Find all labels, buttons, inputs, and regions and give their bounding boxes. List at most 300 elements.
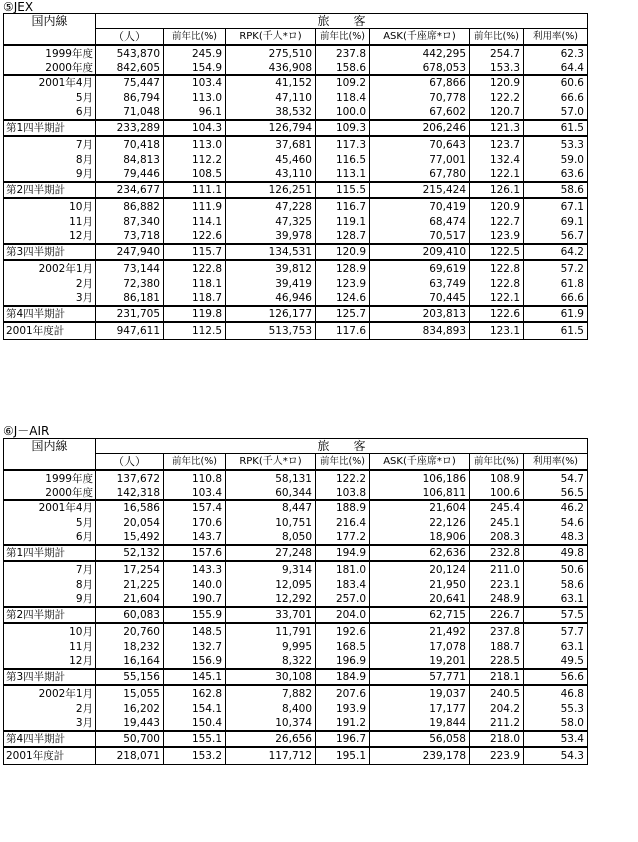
table-cell: 124.6 <box>316 291 370 306</box>
table-cell: 60,344 <box>226 487 316 500</box>
subtotal-label: 第2四半期計 <box>4 182 96 198</box>
table-row <box>4 136 588 153</box>
table-cell: 118.1 <box>164 277 226 291</box>
table-cell: 116.7 <box>316 198 370 215</box>
row-label: 2000年度 <box>4 62 96 75</box>
table-row <box>4 229 588 244</box>
table-cell: 33,701 <box>226 607 316 623</box>
row-label: 5月 <box>4 516 96 530</box>
table-cell: 21,950 <box>370 578 470 592</box>
table-cell: 100.0 <box>316 105 370 120</box>
table-cell: 194.9 <box>316 545 370 561</box>
table-cell: 678,053 <box>370 62 470 75</box>
table-cell: 58.6 <box>524 182 588 198</box>
table-cell: 123.9 <box>316 277 370 291</box>
row-label: 10月 <box>4 198 96 215</box>
table-cell: 208.3 <box>470 530 524 545</box>
table-cell: 112.5 <box>164 322 226 340</box>
row-label: 7月 <box>4 561 96 578</box>
row-label: 10月 <box>4 623 96 640</box>
table-cell: 86,882 <box>96 198 164 215</box>
table-cell: 54.3 <box>524 747 588 765</box>
table-cell: 12,095 <box>226 578 316 592</box>
table-cell: 64.4 <box>524 62 588 75</box>
table-row <box>4 500 588 516</box>
table-row <box>4 702 588 716</box>
table-cell: 211.2 <box>470 716 524 731</box>
table-cell: 143.3 <box>164 561 226 578</box>
table-cell: 86,181 <box>96 291 164 306</box>
column-header: 前年比(%) <box>164 454 226 471</box>
table-row <box>4 62 588 75</box>
section-title-jex: ⑤JEX <box>3 0 34 14</box>
table-cell: 234,677 <box>96 182 164 198</box>
table-cell: 58,131 <box>226 470 316 487</box>
table-cell: 120.7 <box>470 105 524 120</box>
table-cell: 125.7 <box>316 306 370 322</box>
column-header: 前年比(%) <box>164 29 226 46</box>
jex-table <box>3 13 588 340</box>
table-cell: 52,132 <box>96 545 164 561</box>
subtotal-label: 2001年度計 <box>4 322 96 340</box>
table-cell: 68,474 <box>370 215 470 229</box>
table-cell: 49.5 <box>524 654 588 669</box>
table-cell: 58.0 <box>524 716 588 731</box>
table-row <box>4 75 588 91</box>
table-cell: 55,156 <box>96 669 164 685</box>
table-cell: 61.5 <box>524 322 588 340</box>
table-cell: 63.1 <box>524 592 588 607</box>
table-cell: 19,037 <box>370 685 470 702</box>
table-cell: 67,780 <box>370 167 470 182</box>
table-cell: 15,492 <box>96 530 164 545</box>
table-cell: 184.9 <box>316 669 370 685</box>
jair-table <box>3 438 588 765</box>
table-cell: 137,672 <box>96 470 164 487</box>
table-cell: 50,700 <box>96 731 164 747</box>
table-cell: 226.7 <box>470 607 524 623</box>
table-cell: 70,419 <box>370 198 470 215</box>
table-cell: 103.4 <box>164 487 226 500</box>
table-cell: 196.9 <box>316 654 370 669</box>
table-cell: 128.9 <box>316 260 370 277</box>
row-label: 12月 <box>4 229 96 244</box>
table-cell: 7,882 <box>226 685 316 702</box>
column-header: RPK(千人*ロ) <box>226 454 316 471</box>
table-row <box>4 45 588 62</box>
table-cell: 162.8 <box>164 685 226 702</box>
table-row <box>4 244 588 260</box>
table-cell: 73,144 <box>96 260 164 277</box>
table-row <box>4 545 588 561</box>
row-label: 2000年度 <box>4 487 96 500</box>
row-label: 2002年1月 <box>4 260 96 277</box>
table-cell: 8,400 <box>226 702 316 716</box>
table-cell: 442,295 <box>370 45 470 62</box>
table-cell: 53.3 <box>524 136 588 153</box>
table-cell: 21,604 <box>370 500 470 516</box>
table-cell: 60.6 <box>524 75 588 91</box>
table-cell: 108.9 <box>470 470 524 487</box>
table-cell: 218,071 <box>96 747 164 765</box>
table-cell: 122.8 <box>164 260 226 277</box>
table-row <box>4 640 588 654</box>
table-cell: 47,228 <box>226 198 316 215</box>
table-cell: 110.8 <box>164 470 226 487</box>
table-cell: 16,202 <box>96 702 164 716</box>
table-cell: 237.8 <box>470 623 524 640</box>
table-cell: 55.3 <box>524 702 588 716</box>
row-label: 1999年度 <box>4 45 96 62</box>
table-cell: 122.2 <box>470 91 524 105</box>
table-cell: 27,248 <box>226 545 316 561</box>
table-cell: 247,940 <box>96 244 164 260</box>
table-cell: 10,374 <box>226 716 316 731</box>
table-cell: 46.8 <box>524 685 588 702</box>
table-cell: 20,760 <box>96 623 164 640</box>
table-cell: 56.5 <box>524 487 588 500</box>
table-cell: 543,870 <box>96 45 164 62</box>
table-cell: 69.1 <box>524 215 588 229</box>
table-cell: 104.3 <box>164 120 226 136</box>
table-cell: 203,813 <box>370 306 470 322</box>
table-cell: 126,177 <box>226 306 316 322</box>
table-cell: 15,055 <box>96 685 164 702</box>
table-cell: 122.6 <box>470 306 524 322</box>
table-cell: 190.7 <box>164 592 226 607</box>
table-cell: 204.2 <box>470 702 524 716</box>
table-cell: 120.9 <box>470 198 524 215</box>
table-row <box>4 487 588 500</box>
table-cell: 183.4 <box>316 578 370 592</box>
table-cell: 70,643 <box>370 136 470 153</box>
table-cell: 21,604 <box>96 592 164 607</box>
table-cell: 245.1 <box>470 516 524 530</box>
table-cell: 157.6 <box>164 545 226 561</box>
table-cell: 218.0 <box>470 731 524 747</box>
table-cell: 39,978 <box>226 229 316 244</box>
table-row <box>4 530 588 545</box>
table-row <box>4 561 588 578</box>
table-cell: 57.7 <box>524 623 588 640</box>
table-cell: 19,201 <box>370 654 470 669</box>
table-cell: 16,586 <box>96 500 164 516</box>
header-corner: 国内線 <box>4 14 96 46</box>
table-row <box>4 215 588 229</box>
column-header: 前年比(%) <box>316 29 370 46</box>
table-cell: 66.6 <box>524 291 588 306</box>
table-cell: 61.5 <box>524 120 588 136</box>
table-cell: 109.2 <box>316 75 370 91</box>
row-label: 6月 <box>4 530 96 545</box>
table-cell: 191.2 <box>316 716 370 731</box>
subtotal-label: 2001年度計 <box>4 747 96 765</box>
table-cell: 17,177 <box>370 702 470 716</box>
table-cell: 106,186 <box>370 470 470 487</box>
table-cell: 8,322 <box>226 654 316 669</box>
table-cell: 120.9 <box>316 244 370 260</box>
table-row <box>4 592 588 607</box>
section-title-jair: ⑥J－AIR <box>3 424 50 438</box>
table-cell: 116.5 <box>316 153 370 167</box>
row-label: 7月 <box>4 136 96 153</box>
table-cell: 38,532 <box>226 105 316 120</box>
table-cell: 122.5 <box>470 244 524 260</box>
table-cell: 122.8 <box>470 277 524 291</box>
table-cell: 254.7 <box>470 45 524 62</box>
table-row <box>4 623 588 640</box>
row-label: 2001年4月 <box>4 500 96 516</box>
table-cell: 114.1 <box>164 215 226 229</box>
table-cell: 20,054 <box>96 516 164 530</box>
row-label: 9月 <box>4 592 96 607</box>
subtotal-label: 第3四半期計 <box>4 244 96 260</box>
row-label: 2月 <box>4 702 96 716</box>
table-row <box>4 516 588 530</box>
subtotal-label: 第1四半期計 <box>4 545 96 561</box>
table-cell: 57.0 <box>524 105 588 120</box>
column-header: ASK(千座席*ロ) <box>370 454 470 471</box>
table-cell: 103.8 <box>316 487 370 500</box>
table-cell: 834,893 <box>370 322 470 340</box>
table-cell: 61.9 <box>524 306 588 322</box>
table-cell: 233,289 <box>96 120 164 136</box>
table-row <box>4 306 588 322</box>
table-cell: 126,794 <box>226 120 316 136</box>
table-cell: 79,446 <box>96 167 164 182</box>
table-cell: 73,718 <box>96 229 164 244</box>
table-row <box>4 167 588 182</box>
table-row <box>4 105 588 120</box>
table-cell: 70,778 <box>370 91 470 105</box>
row-label: 6月 <box>4 105 96 120</box>
subtotal-label: 第4四半期計 <box>4 306 96 322</box>
table-row <box>4 669 588 685</box>
row-label: 5月 <box>4 91 96 105</box>
table-cell: 153.3 <box>470 62 524 75</box>
table-cell: 21,492 <box>370 623 470 640</box>
table-cell: 192.6 <box>316 623 370 640</box>
table-cell: 77,001 <box>370 153 470 167</box>
table-cell: 123.1 <box>470 322 524 340</box>
table-cell: 143.7 <box>164 530 226 545</box>
table-cell: 113.0 <box>164 136 226 153</box>
column-header: 利用率(%) <box>524 29 588 46</box>
table-cell: 275,510 <box>226 45 316 62</box>
table-cell: 177.2 <box>316 530 370 545</box>
table-row <box>4 685 588 702</box>
table-cell: 211.0 <box>470 561 524 578</box>
table-cell: 59.0 <box>524 153 588 167</box>
table-cell: 18,906 <box>370 530 470 545</box>
table-cell: 196.7 <box>316 731 370 747</box>
table-cell: 237.8 <box>316 45 370 62</box>
table-cell: 21,225 <box>96 578 164 592</box>
table-cell: 50.6 <box>524 561 588 578</box>
table-cell: 22,126 <box>370 516 470 530</box>
table-cell: 248.9 <box>470 592 524 607</box>
table-cell: 48.3 <box>524 530 588 545</box>
table-cell: 115.5 <box>316 182 370 198</box>
table-cell: 436,908 <box>226 62 316 75</box>
table-row <box>4 120 588 136</box>
table-cell: 67.1 <box>524 198 588 215</box>
table-cell: 134,531 <box>226 244 316 260</box>
table-cell: 17,078 <box>370 640 470 654</box>
table-row <box>4 198 588 215</box>
table-row <box>4 747 588 765</box>
table-cell: 112.2 <box>164 153 226 167</box>
table-cell: 215,424 <box>370 182 470 198</box>
table-cell: 109.3 <box>316 120 370 136</box>
subtotal-label: 第3四半期計 <box>4 669 96 685</box>
table-cell: 26,656 <box>226 731 316 747</box>
table-cell: 206,246 <box>370 120 470 136</box>
table-cell: 150.4 <box>164 716 226 731</box>
table-cell: 57.2 <box>524 260 588 277</box>
table-cell: 56,058 <box>370 731 470 747</box>
table-cell: 12,292 <box>226 592 316 607</box>
table-cell: 118.7 <box>164 291 226 306</box>
table-cell: 145.1 <box>164 669 226 685</box>
table-cell: 947,611 <box>96 322 164 340</box>
table-cell: 119.8 <box>164 306 226 322</box>
table-cell: 120.9 <box>470 75 524 91</box>
table-cell: 122.8 <box>470 260 524 277</box>
row-label: 3月 <box>4 716 96 731</box>
table-cell: 181.0 <box>316 561 370 578</box>
table-cell: 209,410 <box>370 244 470 260</box>
table-cell: 126,251 <box>226 182 316 198</box>
table-cell: 39,812 <box>226 260 316 277</box>
table-cell: 19,844 <box>370 716 470 731</box>
table-cell: 155.1 <box>164 731 226 747</box>
table-cell: 170.6 <box>164 516 226 530</box>
table-cell: 64.2 <box>524 244 588 260</box>
table-cell: 842,605 <box>96 62 164 75</box>
table-cell: 232.8 <box>470 545 524 561</box>
table-cell: 118.4 <box>316 91 370 105</box>
table-cell: 10,751 <box>226 516 316 530</box>
table-cell: 20,124 <box>370 561 470 578</box>
table-cell: 117.6 <box>316 322 370 340</box>
table-cell: 245.4 <box>470 500 524 516</box>
table-cell: 111.9 <box>164 198 226 215</box>
column-header: 前年比(%) <box>316 454 370 471</box>
table-cell: 16,164 <box>96 654 164 669</box>
table-cell: 216.4 <box>316 516 370 530</box>
table-cell: 111.1 <box>164 182 226 198</box>
table-cell: 19,443 <box>96 716 164 731</box>
table-cell: 158.6 <box>316 62 370 75</box>
table-cell: 122.6 <box>164 229 226 244</box>
row-label: 3月 <box>4 291 96 306</box>
table-cell: 126.1 <box>470 182 524 198</box>
table-cell: 245.9 <box>164 45 226 62</box>
table-row <box>4 277 588 291</box>
table-row <box>4 470 588 487</box>
header-corner: 国内線 <box>4 439 96 471</box>
table-cell: 122.1 <box>470 167 524 182</box>
table-cell: 8,447 <box>226 500 316 516</box>
table-cell: 103.4 <box>164 75 226 91</box>
table-row <box>4 91 588 105</box>
table-cell: 239,178 <box>370 747 470 765</box>
table-cell: 153.2 <box>164 747 226 765</box>
table-cell: 108.5 <box>164 167 226 182</box>
row-label: 8月 <box>4 153 96 167</box>
table-cell: 8,050 <box>226 530 316 545</box>
table-cell: 69,619 <box>370 260 470 277</box>
table-cell: 61.8 <box>524 277 588 291</box>
table-cell: 132.7 <box>164 640 226 654</box>
table-cell: 18,232 <box>96 640 164 654</box>
subtotal-label: 第2四半期計 <box>4 607 96 623</box>
table-cell: 58.6 <box>524 578 588 592</box>
table-cell: 513,753 <box>226 322 316 340</box>
table-cell: 188.9 <box>316 500 370 516</box>
table-cell: 100.6 <box>470 487 524 500</box>
table-cell: 154.9 <box>164 62 226 75</box>
table-cell: 56.7 <box>524 229 588 244</box>
table-cell: 207.6 <box>316 685 370 702</box>
row-label: 2001年4月 <box>4 75 96 91</box>
table-cell: 43,110 <box>226 167 316 182</box>
table-cell: 53.4 <box>524 731 588 747</box>
table-cell: 106,811 <box>370 487 470 500</box>
table-row <box>4 578 588 592</box>
column-header: （人） <box>96 29 164 46</box>
table-cell: 132.4 <box>470 153 524 167</box>
table-cell: 122.7 <box>470 215 524 229</box>
row-label: 2002年1月 <box>4 685 96 702</box>
table-cell: 228.5 <box>470 654 524 669</box>
table-cell: 41,152 <box>226 75 316 91</box>
row-label: 2月 <box>4 277 96 291</box>
table-cell: 57.5 <box>524 607 588 623</box>
table-cell: 257.0 <box>316 592 370 607</box>
table-cell: 157.4 <box>164 500 226 516</box>
table-cell: 218.1 <box>470 669 524 685</box>
table-cell: 113.0 <box>164 91 226 105</box>
row-label: 11月 <box>4 640 96 654</box>
table-cell: 142,318 <box>96 487 164 500</box>
table-cell: 71,048 <box>96 105 164 120</box>
table-cell: 75,447 <box>96 75 164 91</box>
table-cell: 156.9 <box>164 654 226 669</box>
table-cell: 188.7 <box>470 640 524 654</box>
table-cell: 122.2 <box>316 470 370 487</box>
table-cell: 63.1 <box>524 640 588 654</box>
column-header: （人） <box>96 454 164 471</box>
table-cell: 49.8 <box>524 545 588 561</box>
table-cell: 47,110 <box>226 91 316 105</box>
table-row <box>4 607 588 623</box>
column-header: RPK(千人*ロ) <box>226 29 316 46</box>
table-cell: 54.6 <box>524 516 588 530</box>
table-cell: 56.6 <box>524 669 588 685</box>
table-cell: 123.7 <box>470 136 524 153</box>
table-cell: 47,325 <box>226 215 316 229</box>
table-cell: 193.9 <box>316 702 370 716</box>
table-row <box>4 291 588 306</box>
column-header: 利用率(%) <box>524 454 588 471</box>
table-cell: 86,794 <box>96 91 164 105</box>
table-cell: 9,314 <box>226 561 316 578</box>
column-header: 前年比(%) <box>470 29 524 46</box>
table-cell: 223.9 <box>470 747 524 765</box>
row-label: 1999年度 <box>4 470 96 487</box>
